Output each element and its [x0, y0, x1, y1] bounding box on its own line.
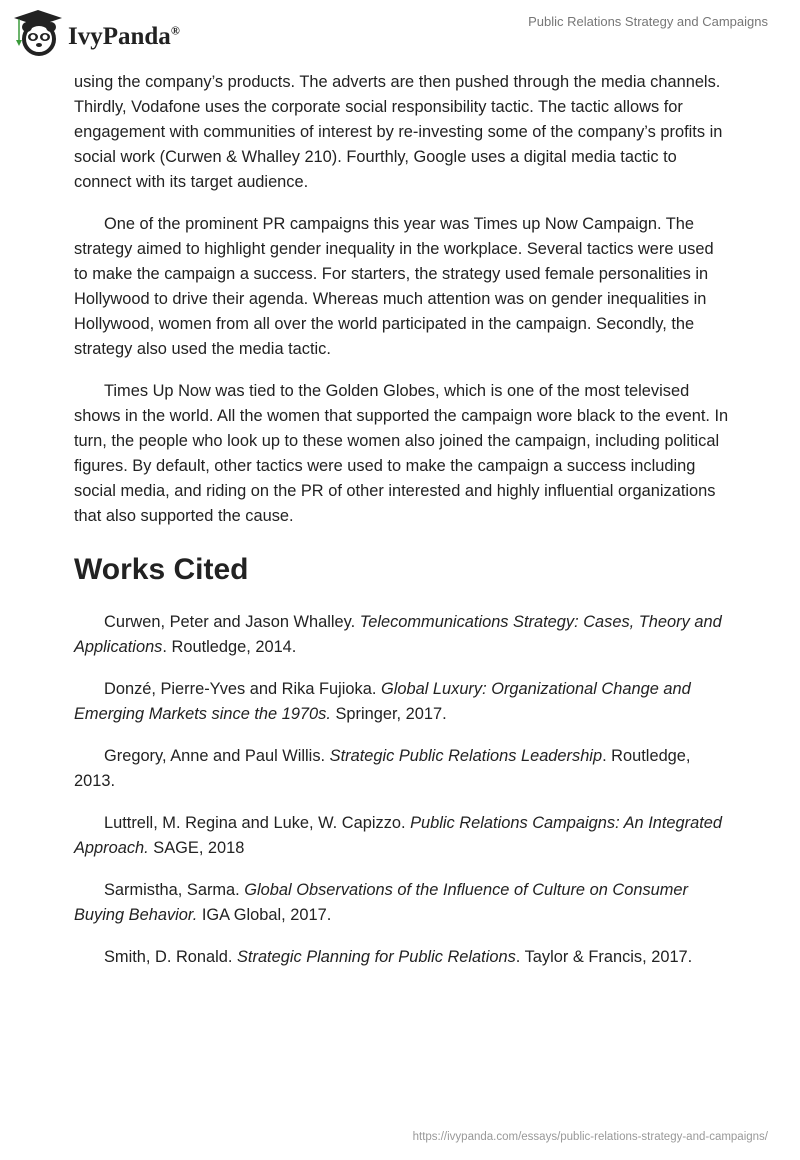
citation-entry: [74, 610, 730, 660]
citation-entry: [74, 677, 730, 727]
citation-author: Luttrell, M. Regina and Luke, W. Capizzo.: [104, 814, 411, 832]
registered-mark: ®: [170, 23, 180, 38]
citation-title: Public Relations Campaigns: An Integrated Approach.: [74, 814, 723, 857]
panda-graduate-icon: [12, 8, 64, 56]
ivypanda-logo[interactable]: [12, 8, 180, 56]
essay-content: [74, 70, 730, 987]
citation-title: Global Observations of the Influence of Culture on Consumer Buying Behavior.: [74, 881, 688, 924]
citation-publisher: Springer, 2017.: [330, 705, 447, 723]
body-paragraph: using the company’s products. The adverts are then pushed through the media channels. Thirdly, Vodafone uses the corporate social responsibility tactic. The tactic allows for engagement with communities of interest by re-investing some of the company’s profits in social work (Curwen & Whalley 210). Fourthly, Google uses a digital media tactic to connect with its target audience.: [74, 73, 723, 191]
citation-author: Smith, D. Ronald.: [104, 948, 237, 966]
body-paragraph: Times Up Now was tied to the Golden Globes, which is one of the most televised shows in the world. All the women that supported the campaign wore black to the event. In turn, the people who look up to these women also joined the campaign, including political figures. By default, other tactics were used to make the campaign a success including social media, and riding on the PR of other interested and highly influential organizations that also supported the cause.: [74, 382, 729, 525]
citation-author: Donzé, Pierre-Yves and Rika Fujioka.: [104, 680, 381, 698]
source-url-link[interactable]: https://ivypanda.com/essays/public-relations-strategy-and-campaigns/: [412, 1131, 768, 1143]
citation-publisher: . Routledge, 2014.: [162, 638, 297, 656]
citation-author: Sarmistha, Sarma.: [104, 881, 245, 899]
works-cited-heading: Works Cited: [74, 553, 249, 586]
citation-publisher: SAGE, 2018: [148, 839, 245, 857]
citation-publisher: IGA Global, 2017.: [197, 906, 332, 924]
citation-title: Telecommunications Strategy: Cases, Theory and Applications: [74, 613, 722, 656]
citation-title: Global Luxury: Organizational Change and Emerging Markets since the 1970s.: [74, 680, 691, 723]
citation-author: Gregory, Anne and Paul Willis.: [104, 747, 330, 765]
citation-author: Curwen, Peter and Jason Whalley.: [104, 613, 360, 631]
logo-name: IvyPanda: [68, 23, 171, 50]
citation-publisher: . Taylor & Francis, 2017.: [515, 948, 693, 966]
citation-entry: [74, 811, 730, 861]
citation-entry: [74, 945, 730, 970]
logo-text: [68, 23, 180, 51]
citation-publisher: . Routledge, 2013.: [74, 747, 691, 790]
citation-title: Strategic Planning for Public Relations: [237, 948, 516, 966]
citation-entry: [74, 744, 730, 794]
document-title: Public Relations Strategy and Campaigns: [528, 14, 768, 29]
citation-title: Strategic Public Relations Leadership: [329, 747, 603, 765]
body-paragraph: One of the prominent PR campaigns this year was Times up Now Campaign. The strategy aimed to highlight gender inequality in the workplace. Several tactics were used to make the campaign a success. For starters, the strategy used female personalities in Hollywood to drive their agenda. Whereas much attention was on gender inequalities in Hollywood, women from all over the world participated in the campaign. Secondly, the strategy also used the media tactic.: [74, 215, 714, 358]
citation-entry: [74, 878, 730, 928]
